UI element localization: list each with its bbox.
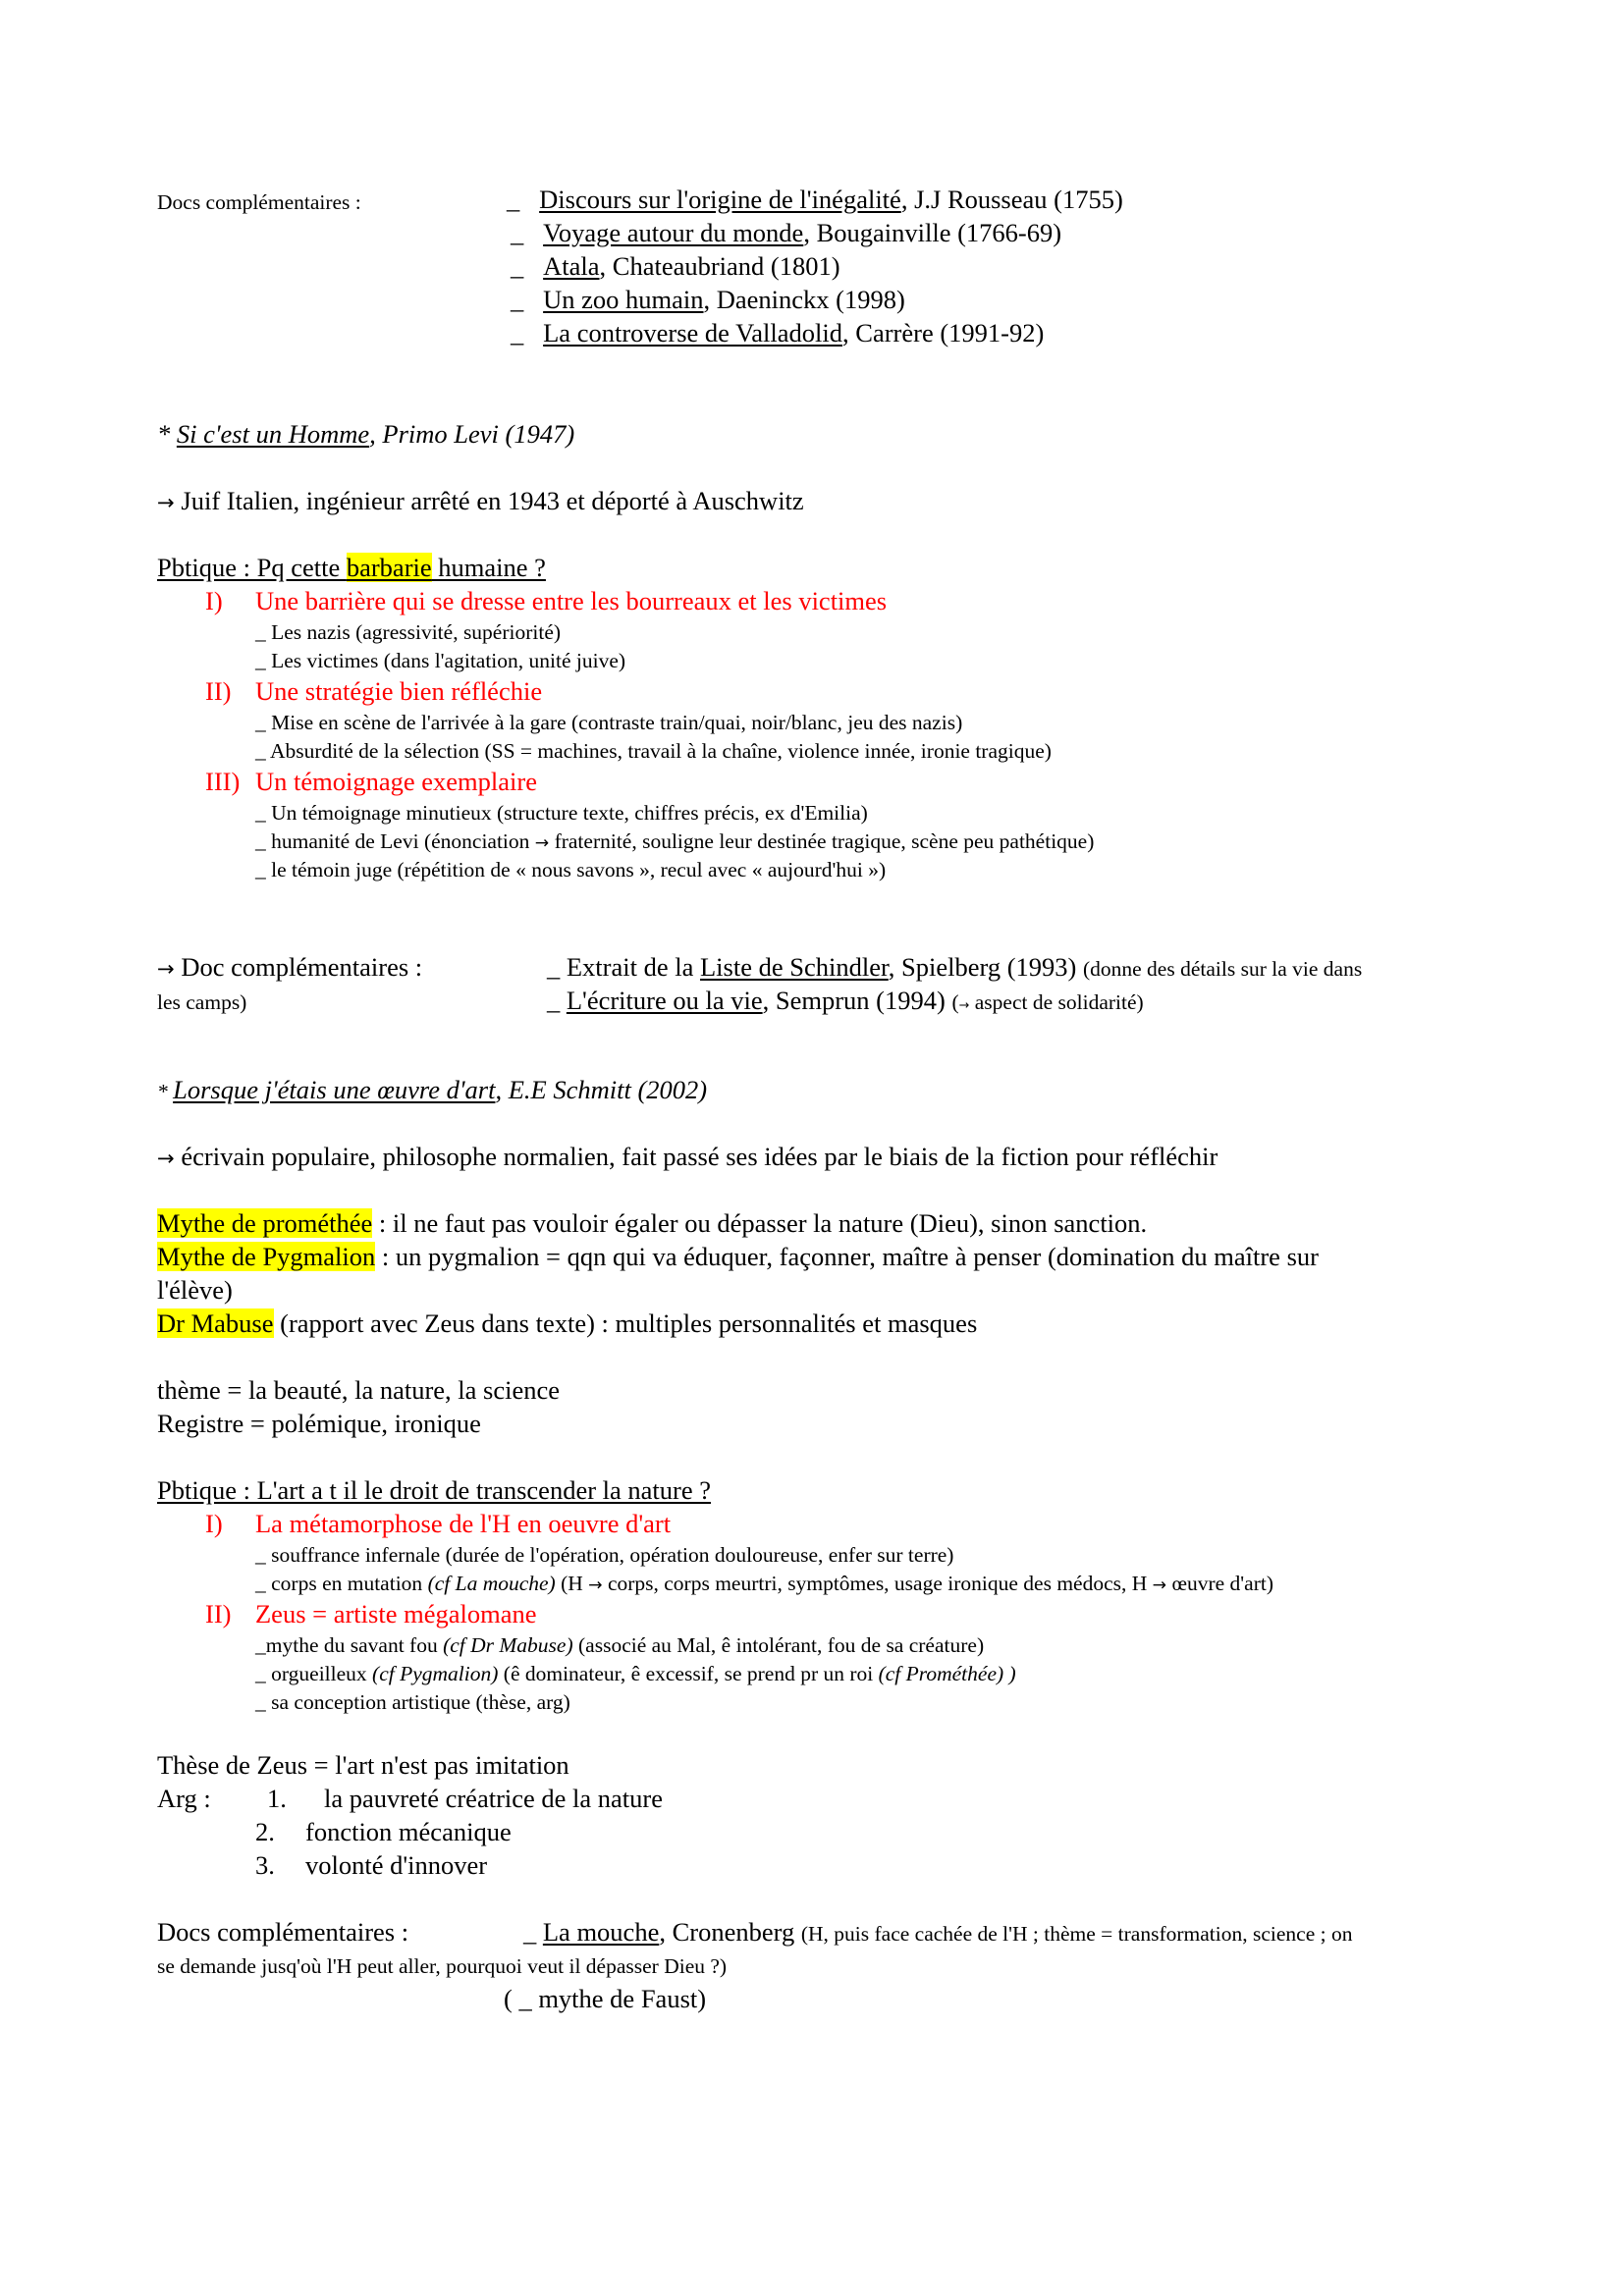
myth-pygmalion-cont: l'élève) bbox=[157, 1275, 233, 1305]
schmitt-part-1-item: _ corps en mutation (cf La mouche) (H → corps, corps meurtri, symptômes, usage ironique des médocs, H → œuvre d'art) bbox=[255, 1572, 1274, 1595]
levi-part-1-item: _ Les nazis (agressivité, supériorité) bbox=[255, 620, 562, 644]
header-doc-4: _ Un zoo humain, Daeninckx (1998) bbox=[511, 285, 905, 314]
arrow-icon: → bbox=[534, 833, 550, 853]
schmitt-part-1-item: _ souffrance infernale (durée de l'opération, opération douloureuse, enfer sur terre) bbox=[255, 1543, 954, 1567]
levi-doc-2: _ L'écriture ou la vie, Semprun (1994) (→ aspect de solidarité) bbox=[547, 986, 1144, 1015]
levi-problematique: Pbtique : Pq cette barbarie humaine ? bbox=[157, 553, 546, 582]
schmitt-part-1: I) La métamorphose de l'H en oeuvre d'art bbox=[205, 1509, 672, 1538]
levi-doc-1: _ Extrait de la Liste de Schindler, Spielberg (1993) (donne des détails sur la vie dans bbox=[547, 952, 1363, 982]
schmitt-doc-1: _ La mouche, Cronenberg (H, puis face cachée de l'H ; thème = transformation, science ; on bbox=[523, 1917, 1353, 1947]
arrow-icon: → bbox=[1152, 1575, 1167, 1595]
header-doc-2: _ Voyage autour du monde, Bougainville (1766-69) bbox=[511, 218, 1062, 247]
levi-part-2-item: _ Mise en scène de l'arrivée à la gare (contraste train/quai, noir/blanc, jeu des nazis) bbox=[255, 711, 963, 734]
levi-docs-label: → Doc complémentaires : bbox=[157, 952, 423, 982]
levi-part-3-item: _ le témoin juge (répétition de « nous savons », recul avec « aujourd'hui ») bbox=[255, 858, 887, 881]
arg-item: 1. la pauvreté créatrice de la nature bbox=[267, 1784, 664, 1813]
schmitt-part-2: II) Zeus = artiste mégalomane bbox=[205, 1599, 537, 1629]
arg-item: 2. fonction mécanique bbox=[255, 1817, 512, 1846]
levi-part-3-item: _ humanité de Levi (énonciation → fraternité, souligne leur destinée tragique, scène peu pathétique) bbox=[255, 829, 1095, 853]
levi-part-1-item: _ Les victimes (dans l'agitation, unité juive) bbox=[255, 649, 626, 672]
myth-pygmalion: Mythe de Pygmalion : un pygmalion = qqn qui va éduquer, façonner, maître à penser (domination du maître sur bbox=[157, 1242, 1319, 1271]
header-docs-label: Docs complémentaires : bbox=[157, 190, 361, 214]
schmitt-these: Thèse de Zeus = l'art n'est pas imitation bbox=[157, 1750, 569, 1780]
schmitt-heading: * Lorsque j'étais une œuvre d'art, E.E Schmitt (2002) bbox=[157, 1075, 708, 1104]
arg-label: Arg : bbox=[157, 1784, 211, 1813]
myth-promethee: Mythe de prométhée : il ne faut pas vouloir égaler ou dépasser la nature (Dieu), sinon sanction. bbox=[157, 1208, 1148, 1238]
arrow-icon: → bbox=[157, 490, 175, 514]
levi-part-2-item: _ Absurdité de la sélection (SS = machines, travail à la chaîne, violence innée, ironie tragique) bbox=[255, 739, 1052, 763]
levi-part-3: III) Un témoignage exemplaire bbox=[205, 767, 537, 796]
levi-heading: * Si c'est un Homme, Primo Levi (1947) bbox=[157, 419, 575, 449]
schmitt-registre: Registre = polémique, ironique bbox=[157, 1409, 481, 1438]
arrow-icon: → bbox=[157, 956, 175, 981]
schmitt-bio: → écrivain populaire, philosophe normalien, fait passé ses idées par le biais de la fiction pour réfléchir bbox=[157, 1142, 1218, 1171]
schmitt-doc-note-cont: se demande jusq'où l'H peut aller, pourquoi veut il dépasser Dieu ?) bbox=[157, 1954, 728, 1978]
header-doc-3: _ Atala, Chateaubriand (1801) bbox=[511, 251, 840, 281]
levi-part-1: I) Une barrière qui se dresse entre les bourreaux et les victimes bbox=[205, 586, 888, 615]
schmitt-part-2-item: _ orgueilleux (cf Pygmalion) (ê dominateur, ê excessif, se prend pr un roi (cf Prométhée) ) bbox=[255, 1662, 1016, 1685]
levi-part-3-item: _ Un témoignage minutieux (structure texte, chiffres précis, ex d'Emilia) bbox=[255, 801, 868, 825]
levi-bio: → Juif Italien, ingénieur arrêté en 1943 et déporté à Auschwitz bbox=[157, 486, 804, 515]
faust-note: ( _ mythe de Faust) bbox=[504, 1984, 707, 2013]
schmitt-problematique: Pbtique : L'art a t il le droit de transcender la nature ? bbox=[157, 1475, 712, 1505]
schmitt-theme: thème = la beauté, la nature, la science bbox=[157, 1375, 561, 1405]
header-doc-1: _ Discours sur l'origine de l'inégalité, J.J Rousseau (1755) bbox=[507, 185, 1123, 214]
levi-doc-1-note-cont: les camps) bbox=[157, 990, 247, 1014]
levi-part-2: II) Une stratégie bien réfléchie bbox=[205, 676, 543, 706]
myth-mabuse: Dr Mabuse (rapport avec Zeus dans texte) : multiples personnalités et masques bbox=[157, 1308, 978, 1338]
schmitt-part-2-item: _mythe du savant fou (cf Dr Mabuse) (associé au Mal, ê intolérant, fou de sa créature) bbox=[255, 1633, 985, 1657]
header-doc-5: _ La controverse de Valladolid, Carrère (1991-92) bbox=[511, 318, 1045, 347]
schmitt-part-2-item: _ sa conception artistique (thèse, arg) bbox=[255, 1690, 570, 1714]
arrow-icon: → bbox=[157, 1146, 175, 1170]
schmitt-docs-label: Docs complémentaires : bbox=[157, 1917, 409, 1947]
arg-item: 3. volonté d'innover bbox=[255, 1850, 488, 1880]
arrow-icon: → bbox=[588, 1575, 603, 1595]
arrow-icon: → bbox=[958, 998, 970, 1013]
